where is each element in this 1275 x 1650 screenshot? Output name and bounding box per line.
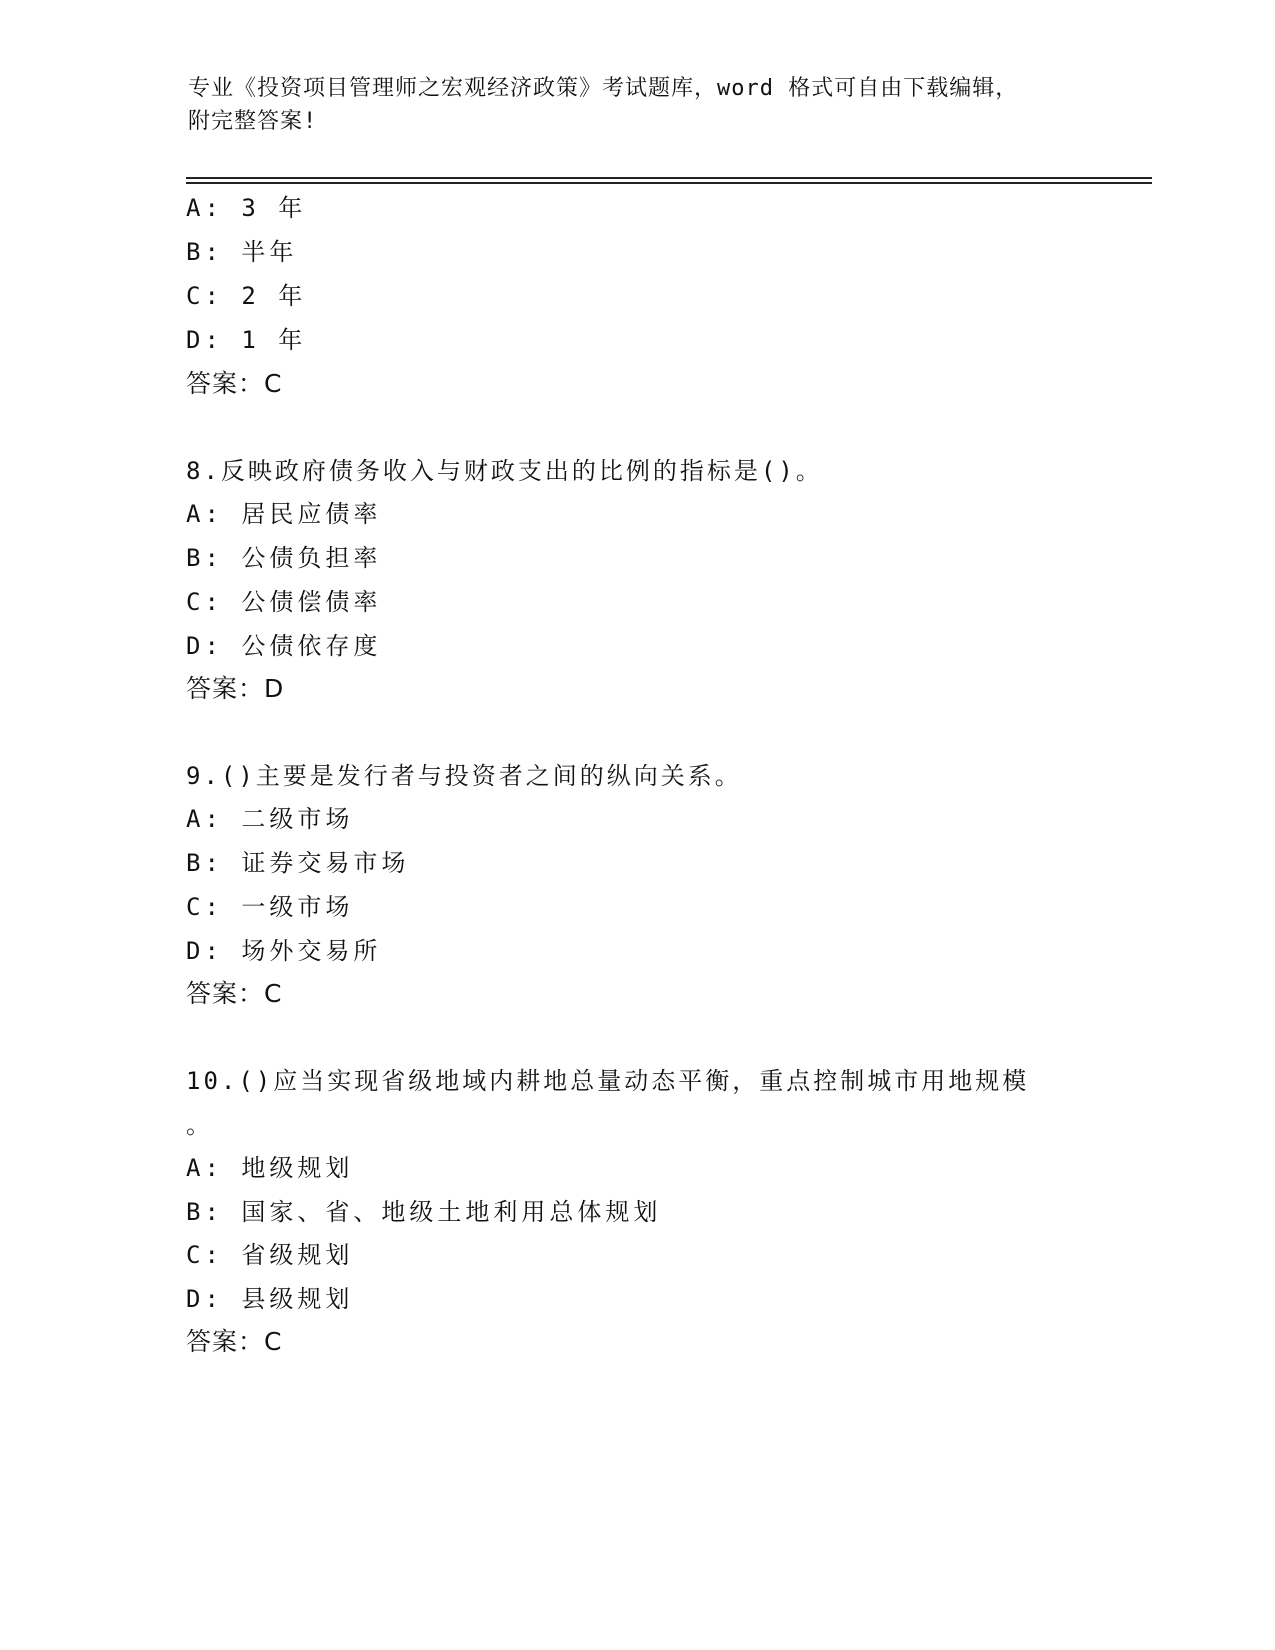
q9-answer: 答案：C <box>186 979 283 1008</box>
q7-option-c: C: 2 年 <box>186 282 307 310</box>
q7-answer: 答案：C <box>186 369 283 398</box>
header-line-1: 专业《投资项目管理师之宏观经济政策》考试题库，word 格式可自由下载编辑， <box>188 76 1019 101</box>
q9-question: 9.()主要是发行者与投资者之间的纵向关系。 <box>186 762 742 790</box>
q10-option-d: D: 县级规划 <box>186 1285 354 1313</box>
q10-question-line-1: 10.()应当实现省级地域内耕地总量动态平衡，重点控制城市用地规模 <box>186 1067 1030 1095</box>
q9-option-a: A: 二级市场 <box>186 805 354 833</box>
document-header <box>188 72 1088 138</box>
q10-question-line-2: 。 <box>186 1111 214 1139</box>
q8-option-a: A: 居民应债率 <box>186 500 382 528</box>
q10-option-a: A: 地级规划 <box>186 1154 354 1182</box>
q10-option-c: C: 省级规划 <box>186 1241 354 1269</box>
q10-answer: 答案：C <box>186 1327 283 1356</box>
q10-option-b: B: 国家、省、地级土地利用总体规划 <box>186 1198 662 1226</box>
q7-option-d: D: 1 年 <box>186 326 307 354</box>
header-rule-top <box>186 177 1152 179</box>
q8-option-c: C: 公债偿债率 <box>186 588 382 616</box>
q9-option-d: D: 场外交易所 <box>186 937 382 965</box>
q7-option-b: B: 半年 <box>186 238 298 266</box>
q8-option-b: B: 公债负担率 <box>186 544 382 572</box>
header-rule-bottom <box>186 182 1152 184</box>
q8-option-d: D: 公债依存度 <box>186 632 382 660</box>
q8-answer: 答案：D <box>186 674 285 703</box>
q8-question: 8.反映政府债务收入与财政支出的比例的指标是()。 <box>186 457 823 485</box>
q9-option-c: C: 一级市场 <box>186 893 354 921</box>
q9-option-b: B: 证券交易市场 <box>186 849 410 877</box>
q7-option-a: A: 3 年 <box>186 194 307 222</box>
header-line-2: 附完整答案! <box>188 109 318 134</box>
